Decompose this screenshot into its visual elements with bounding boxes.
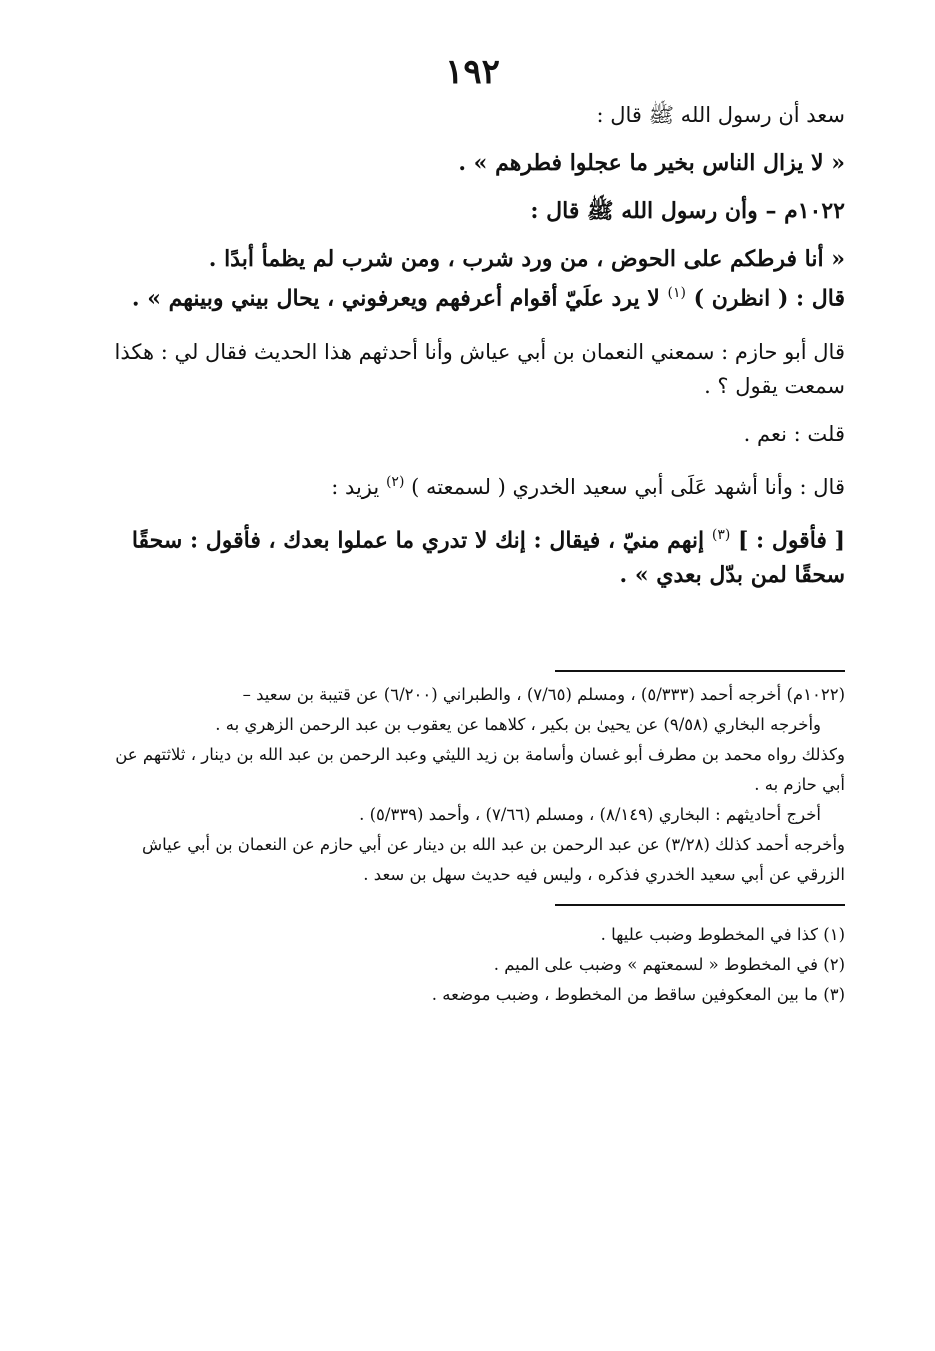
footnote-3: (٣) ما بين المعكوفين ساقط من المخطوط ، وضبب موضعه . <box>431 984 845 1004</box>
note-sources: أخرج أحاديثهم : البخاري (٨/١٤٩) ، ومسلم (٧/٦٦) ، وأحمد (٥/٣٣٩) . <box>359 804 821 824</box>
narration-testimony-after-ref: يزيد : <box>331 475 380 500</box>
note-ahmad: وأخرجه أحمد كذلك (٣/٢٨) عن عبد الرحمن بن عبد الله بن دينار عن أبي حازم عن النعمان بن أبي عياش الزرقي عن أبي سعيد الخدري فذكره ، وليس فيه حديث سهل بن سعد . <box>141 834 845 884</box>
takhrij-notes <box>100 680 845 890</box>
hadith-text-3-after-ref: إنهم منيّ ، فيقال : إنك لا تدري ما عملوا بعدك ، فأقول : سحقًا سحقًا لمن بدّل بعدي » . <box>131 527 845 588</box>
footnote-2: (٢) في المخطوط « لسمعتهم » وضبب على الميم . <box>493 954 845 974</box>
book-page <box>100 52 845 1010</box>
hadith-text-2-after-ref: لا يرد علَيّ أقوام أعرفهم ويعرفوني ، يحال بيني وبينهم » . <box>131 285 660 312</box>
footnote-ref-3: (٣) <box>711 527 731 544</box>
hadith-text-3-before-ref: [ فأقول : ] <box>737 527 845 554</box>
narration-testimony <box>100 465 845 504</box>
hadith-text-3 <box>100 518 845 591</box>
narration-reply: قلت : نعم . <box>743 422 845 447</box>
body-line-1: سعد أن رسول الله ﷺ قال : <box>596 103 845 127</box>
footnote-ref-1: (١) <box>667 285 686 301</box>
hadith-text-2-before-ref: قال : ( انظرن ) <box>693 285 845 312</box>
manuscript-footnotes <box>100 920 845 1010</box>
hadith-text-2-line-1: « أنا فرطكم على الحوض ، من ورد شرب ، ومن شرب لم يظمأ أبدًا . <box>208 246 845 272</box>
hadith-text-1: « لا يزال الناس بخير ما عجلوا فطرهم » . <box>458 150 845 176</box>
hadith-text-2 <box>100 242 845 315</box>
narration-testimony-before-ref: قال : وأنا أشهد عَلَى أبي سعيد الخدري ( لسمعته ) <box>411 475 845 500</box>
note-1022m: (١٠٢٢م) أخرجه أحمد (٥/٣٣٣) ، ومسلم (٧/٦٥) ، والطبراني (٦/٢٠٠) عن قتيبة بن سعيد – <box>242 684 845 704</box>
footnote-ref-2: (٢) <box>385 474 405 491</box>
notes-divider <box>555 670 845 672</box>
page-number: ١٩٢ <box>445 52 500 92</box>
narration-abu-hazim: قال أبو حازم : سمعني النعمان بن أبي عياش وأنا أحدثهم هذا الحديث فقال لي : هكذا سمعت يقول ؟ . <box>114 340 845 399</box>
footnote-1: (١) كذا في المخطوط وضبب عليها . <box>600 924 845 944</box>
hadith-heading-1022m: ١٠٢٢م – وأن رسول الله ﷺ قال : <box>530 198 845 224</box>
note-bukhari: وأخرجه البخاري (٩/٥٨) عن يحيىٰ بن بكير ، كلاهما عن يعقوب بن عبد الرحمن الزهري به . <box>215 714 821 734</box>
note-other-narrators: وكذلك رواه محمد بن مطرف أبو غسان وأسامة بن زيد الليثي وعبد الرحمن بن عبد الله بن دينار ، ثلاثتهم عن أبي حازم به . <box>115 744 845 794</box>
footnotes-divider <box>555 904 845 906</box>
